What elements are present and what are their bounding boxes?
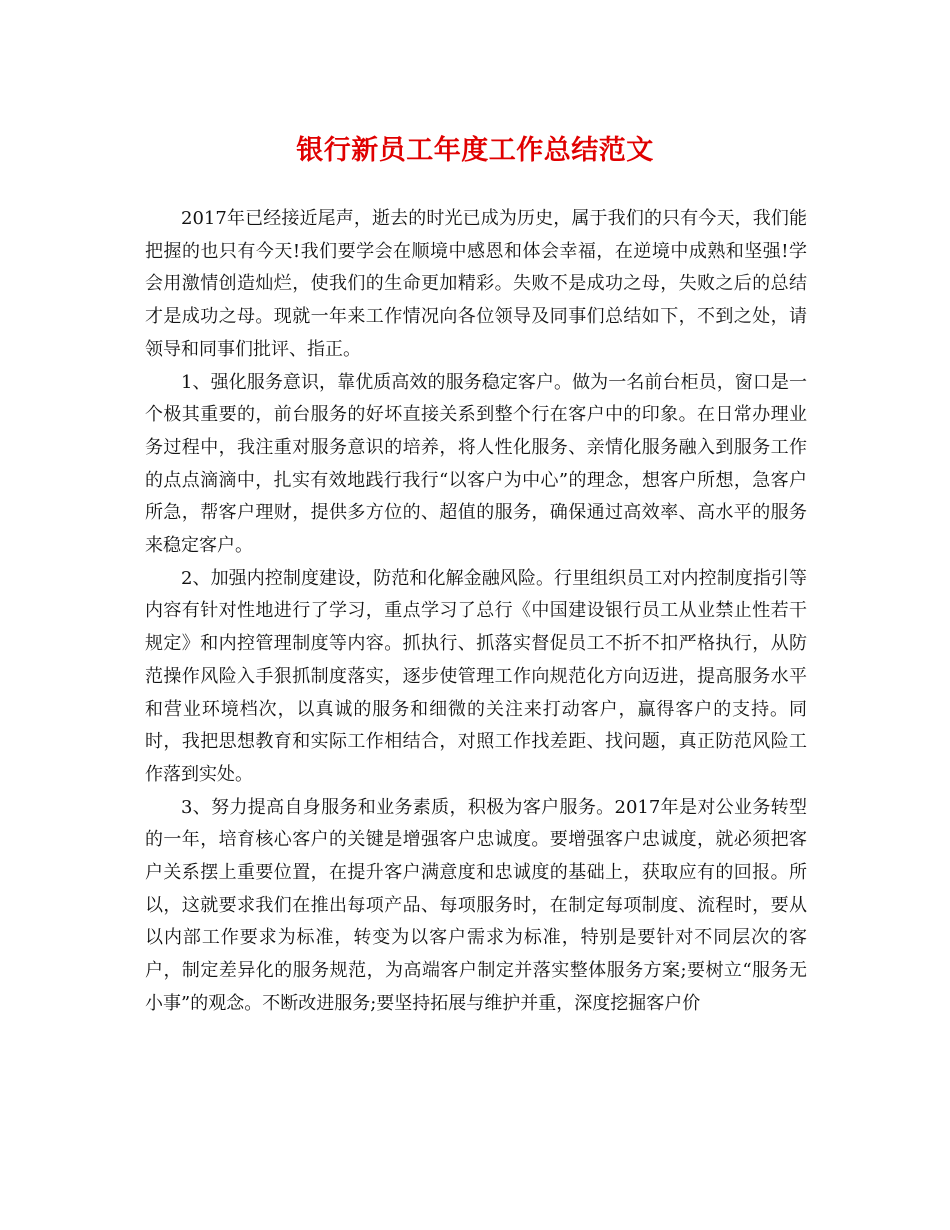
document-body <box>145 203 807 1021</box>
paragraph-intro: 2017年已经接近尾声，逝去的时光已成为历史，属于我们的只有今天，我们能把握的也只有今天!我们要学会在顺境中感恩和体会幸福，在逆境中成熟和坚强!学会用激情创造灿烂，使我们的生命更加精彩。失败不是成功之母，失败之后的总结才是成功之母。现就一年来工作情况向各位领导及同事们总结如下，不到之处，请领导和同事们批评、指正。 <box>145 208 807 360</box>
document-title: 银行新员工年度工作总结范文 <box>296 135 654 166</box>
paragraph-business-quality: 3、努力提高自身服务和业务素质，积极为客户服务。2017年是对公业务转型的一年，培育核心客户的关键是增强客户忠诚度。要增强客户忠诚度，就必须把客户关系摆上重要位置，在提升客户满意度和忠诚度的基础上，获取应有的回报。所以，这就要求我们在推出每项产品、每项服务时，在制定每项制度、流程时，要从以内部工作要求为标准，转变为以客户需求为标准，特别是要针对不同层次的客户，制定差异化的服务规范，为高端客户制定并落实整体服务方案;要树立“服务无小事”的观念。不断改进服务;要坚持拓展与维护并重，深度挖掘客户价 <box>145 796 807 1014</box>
paragraph-internal-control: 2、加强内控制度建设，防范和化解金融风险。行里组织员工对内控制度指引等内容有针对性地进行了学习，重点学习了总行《中国建设银行员工从业禁止性若干规定》和内控管理制度等内容。抓执行、抓落实督促员工不折不扣严格执行，从防范操作风险入手狠抓制度落实，逐步使管理工作向规范化方向迈进，提高服务水平和营业环境档次，以真诚的服务和细微的关注来打动客户，赢得客户的支持。同时，我把思想教育和实际工作相结合，对照工作找差距、找问题，真正防范风险工作落到实处。 <box>145 567 807 785</box>
paragraph-service-awareness: 1、强化服务意识，靠优质高效的服务稳定客户。做为一名前台柜员，窗口是一个极其重要的，前台服务的好坏直接关系到整个行在客户中的印象。在日常办理业务过程中，我注重对服务意识的培养，将人性化服务、亲情化服务融入到服务工作的点点滴滴中，扎实有效地践行我行“以客户为中心”的理念，想客户所想，急客户所急，帮客户理财，提供多方位的、超值的服务，确保通过高效率、高水平的服务来稳定客户。 <box>145 371 807 557</box>
